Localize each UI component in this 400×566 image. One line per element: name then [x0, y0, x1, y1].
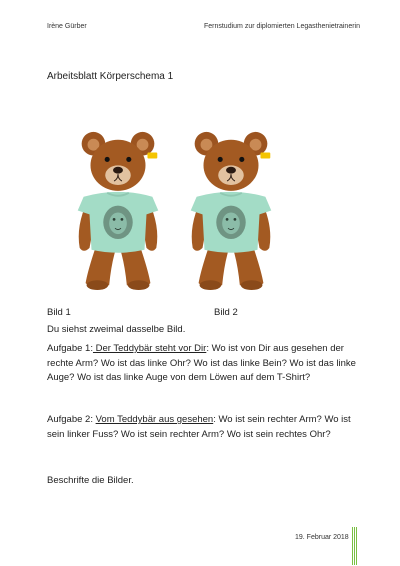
task-1 [47, 342, 367, 386]
task-2-emphasis: Vom Teddybär aus gesehen [95, 414, 214, 425]
image-caption-1: Bild 1 [47, 307, 71, 318]
task-1-text: : Wo ist von Dir aus gesehen der rechte Arm? Wo ist das linke Ohr? Wo ist das linke Bein? Wo ist das linke Auge? Wo ist das linke Auge von dem Löwen auf dem T-Shirt? [47, 343, 356, 383]
worksheet-title: Arbeitsblatt Körperschema 1 [47, 71, 174, 82]
task-1-label: Aufgabe 1: [47, 343, 93, 354]
teddy-bear-image-1 [73, 128, 163, 293]
task-2 [47, 413, 367, 442]
header-course: Fernstudium zur diplomierten Legasthenietrainerin [203, 23, 360, 30]
closing-instruction: Beschrifte die Bilder. [47, 475, 134, 486]
image-caption-2: Bild 2 [214, 307, 238, 318]
task-2-text: : Wo ist sein rechter Arm? Wo ist sein linker Fuss? Wo ist sein rechter Arm? Wo ist sein rechtes Ohr? [47, 414, 351, 440]
teddy-bear-image-2 [186, 128, 276, 293]
header-author: Irène Gürber [47, 23, 87, 30]
task-2-label: Aufgabe 2: [47, 414, 96, 425]
intro-text: Du siehst zweimal dasselbe Bild. [47, 324, 186, 335]
footer-accent-line [352, 527, 353, 565]
footer-date: 19. Februar 2018 [295, 534, 349, 541]
footer-accent-line [354, 527, 355, 565]
footer-accent-line [356, 527, 357, 565]
task-1-emphasis: Der Teddybär steht vor Dir [92, 343, 207, 354]
